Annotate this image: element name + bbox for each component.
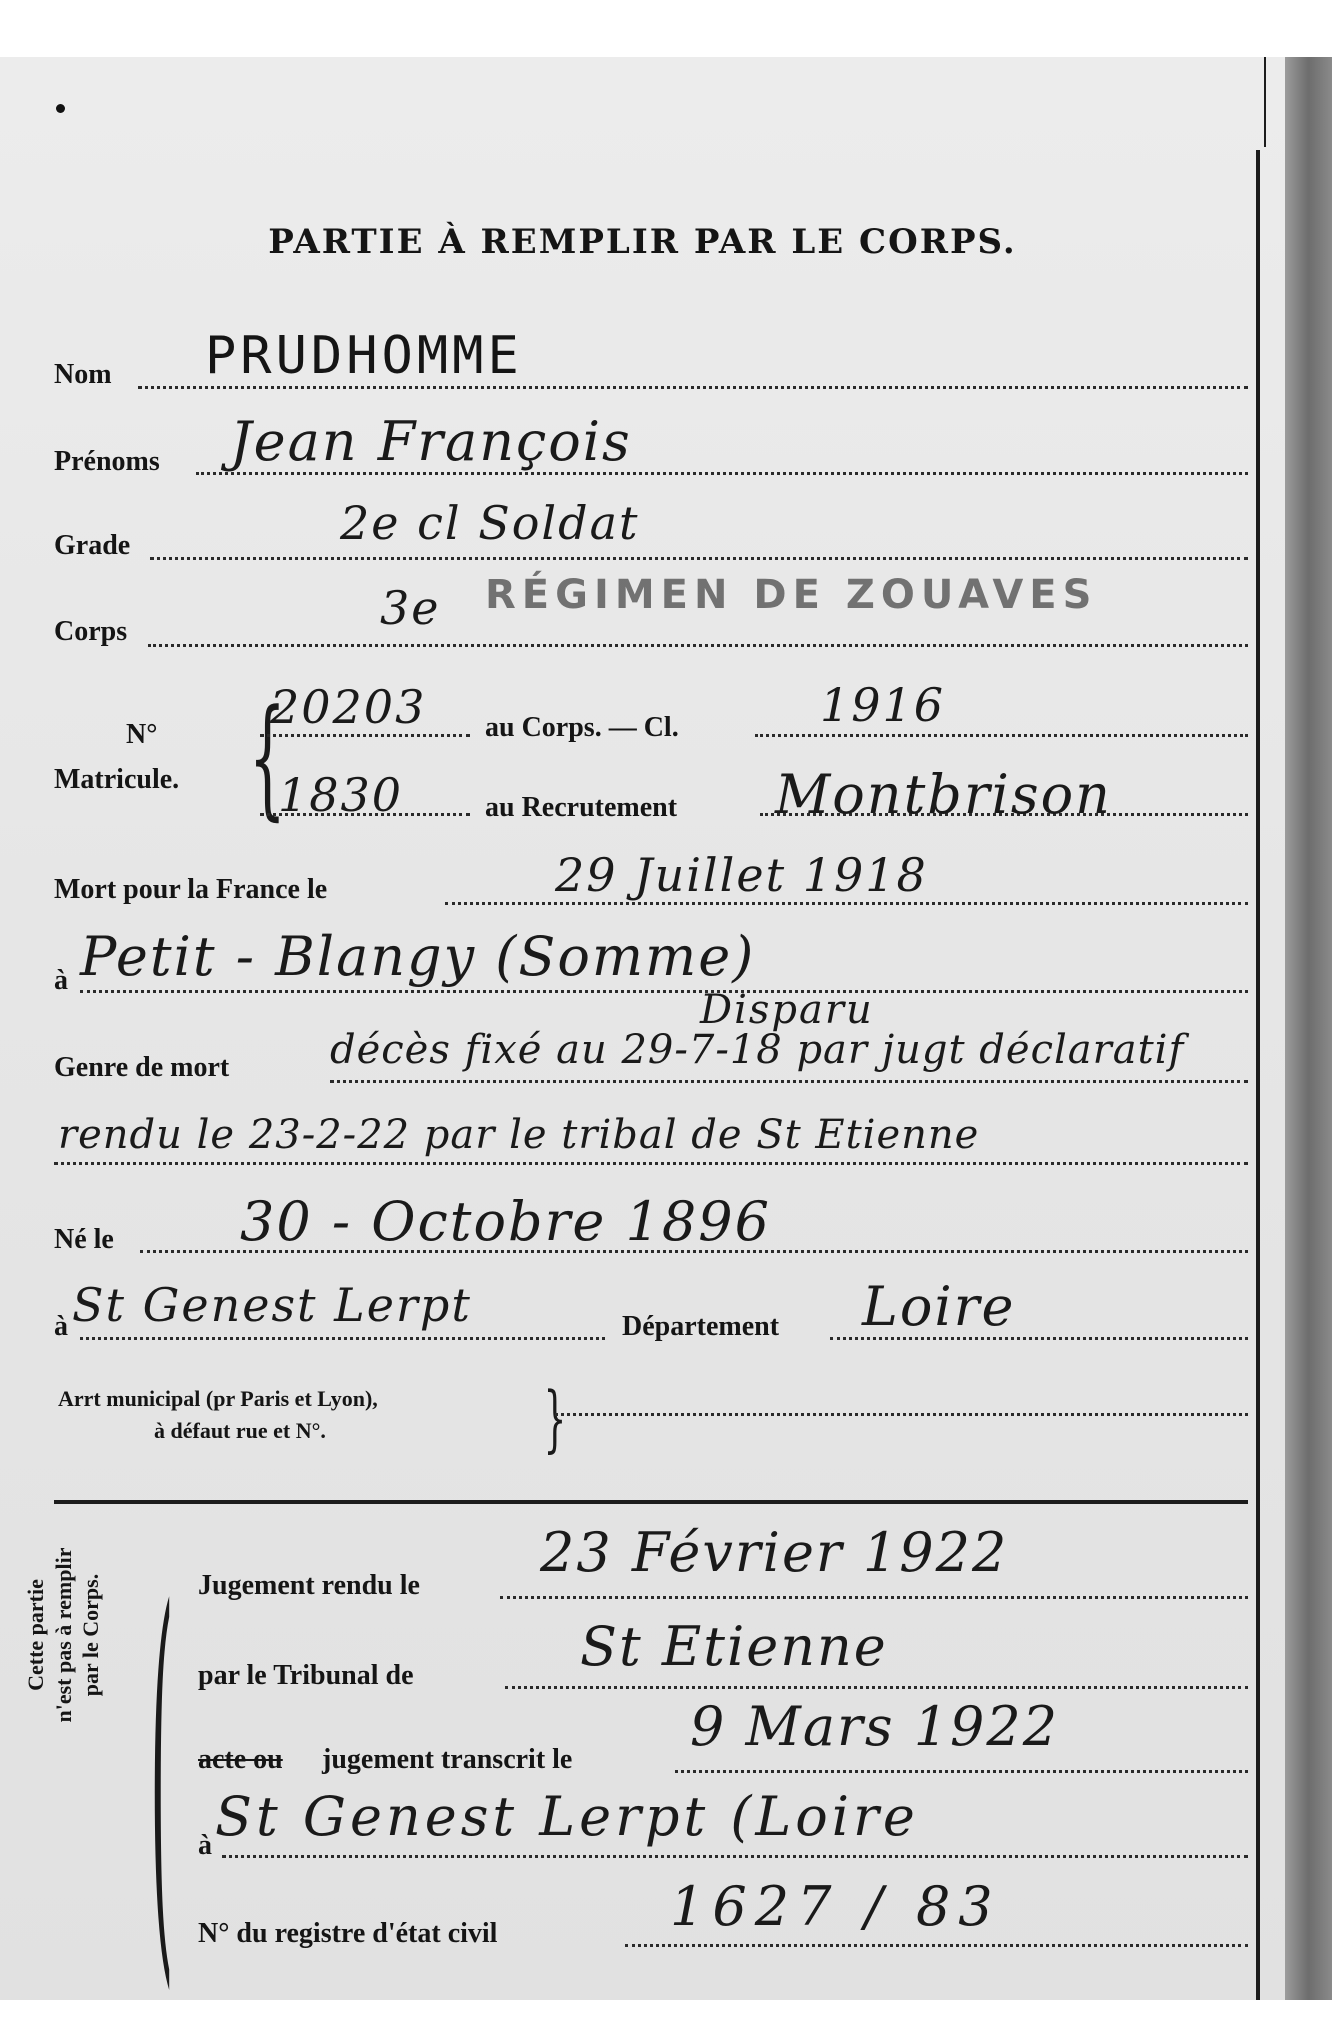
jugement-rendu-dots bbox=[500, 1596, 1248, 1599]
matricule-corps-number: 20203 bbox=[270, 680, 427, 734]
matricule-brace: { bbox=[248, 681, 286, 833]
matricule-label: Matricule. bbox=[54, 764, 180, 795]
au-recrutement-label: au Recrutement bbox=[485, 792, 678, 823]
ink-speck bbox=[56, 104, 65, 113]
jugement-lieu-value: St Genest Lerpt (Loire bbox=[215, 1785, 919, 1848]
grade-dots bbox=[150, 557, 1248, 560]
tribunal-label: par le Tribunal de bbox=[198, 1660, 414, 1691]
side-note-line2: n'est pas à remplir bbox=[50, 1547, 76, 1723]
nom-label: Nom bbox=[54, 359, 112, 390]
right-margin-line bbox=[1256, 150, 1260, 2000]
form-header: PARTIE À REMPLIR PAR LE CORPS. bbox=[268, 222, 1017, 262]
struck-acte-ou: acte ou bbox=[198, 1744, 283, 1775]
side-note-line1: Cette partie bbox=[23, 1579, 48, 1691]
genre-mort-line1: décès fixé au 29-7-18 par jugt déclaratif bbox=[330, 1027, 1185, 1073]
lieu-mort-dots bbox=[80, 990, 1248, 993]
corps-label: Corps bbox=[54, 616, 128, 647]
transcrit-dots bbox=[675, 1770, 1248, 1773]
matricule-no-label: N° bbox=[126, 719, 158, 750]
matricule-corps-dots bbox=[260, 734, 470, 737]
classe-value: 1916 bbox=[820, 678, 946, 732]
registre-label: N° du registre d'état civil bbox=[198, 1918, 498, 1949]
matricule-recrutement-number: 1830 bbox=[278, 768, 404, 822]
genre-mort-label: Genre de mort bbox=[54, 1052, 230, 1083]
naissance-label: Né le bbox=[54, 1224, 114, 1255]
tribunal-value: St Etienne bbox=[580, 1615, 888, 1678]
prenoms-label: Prénoms bbox=[54, 446, 160, 477]
nom-dots bbox=[138, 386, 1248, 389]
transcrit-label: jugement transcrit le bbox=[322, 1744, 573, 1775]
registre-value: 1627 / 83 bbox=[670, 1875, 1001, 1938]
jugement-brace: ( bbox=[150, 1525, 174, 2025]
departement-value: Loire bbox=[862, 1275, 1016, 1338]
jugement-lieu-label: à bbox=[198, 1830, 212, 1861]
tribunal-dots bbox=[505, 1686, 1248, 1689]
naissance-value: 30 - Octobre 1896 bbox=[240, 1190, 771, 1253]
genre-mort-line2-dots bbox=[54, 1162, 1248, 1165]
jugement-lieu-dots bbox=[222, 1855, 1248, 1858]
arrondissement-brace: } bbox=[543, 1376, 567, 1460]
recrutement-place: Montbrison bbox=[775, 763, 1112, 826]
grade-label: Grade bbox=[54, 530, 131, 561]
arrondissement-dots bbox=[555, 1413, 1248, 1416]
right-margin-line-outer bbox=[1264, 57, 1266, 147]
lieu-mort-label: à bbox=[54, 965, 68, 996]
grade-value: 2e cl Soldat bbox=[340, 496, 640, 550]
prenoms-value: Jean François bbox=[230, 410, 632, 473]
nom-value: PRUDHOMME bbox=[205, 326, 523, 386]
corps-dots bbox=[148, 644, 1248, 647]
arrondissement-line1: Arrt municipal (pr Paris et Lyon), bbox=[58, 1386, 378, 1411]
transcrit-label-struck bbox=[198, 1746, 283, 1774]
jugement-rendu-value: 23 Février 1922 bbox=[540, 1521, 1009, 1584]
classe-dots bbox=[755, 734, 1248, 737]
side-note-line3: par le Corps. bbox=[78, 1573, 103, 1697]
au-corps-label: au Corps. — Cl. bbox=[485, 712, 679, 743]
arrondissement-line2: à défaut rue et N°. bbox=[154, 1418, 326, 1443]
registre-dots bbox=[625, 1944, 1248, 1947]
mort-dots bbox=[445, 902, 1248, 905]
regiment-stamp: RÉGIMEN DE ZOUAVES bbox=[485, 572, 1098, 618]
departement-label: Département bbox=[622, 1311, 780, 1342]
lieu-naissance-dots bbox=[80, 1337, 605, 1340]
mort-label: Mort pour la France le bbox=[54, 874, 328, 905]
transcrit-value: 9 Mars 1922 bbox=[690, 1695, 1060, 1758]
jugement-rendu-label: Jugement rendu le bbox=[198, 1570, 420, 1601]
genre-mort-dots bbox=[330, 1080, 1248, 1083]
corps-value: 3e bbox=[380, 581, 441, 635]
lieu-naissance-label: à bbox=[54, 1311, 68, 1342]
page-edge bbox=[1285, 57, 1332, 2000]
genre-mort-annotation: Disparu bbox=[700, 987, 874, 1033]
genre-mort-line2: rendu le 23-2-22 par le tribal de St Etienne bbox=[58, 1112, 980, 1158]
lieu-naissance-value: St Genest Lerpt bbox=[72, 1278, 472, 1332]
lieu-mort-value: Petit - Blangy (Somme) bbox=[80, 925, 756, 988]
mort-value: 29 Juillet 1918 bbox=[555, 848, 928, 902]
section-separator bbox=[54, 1500, 1248, 1504]
